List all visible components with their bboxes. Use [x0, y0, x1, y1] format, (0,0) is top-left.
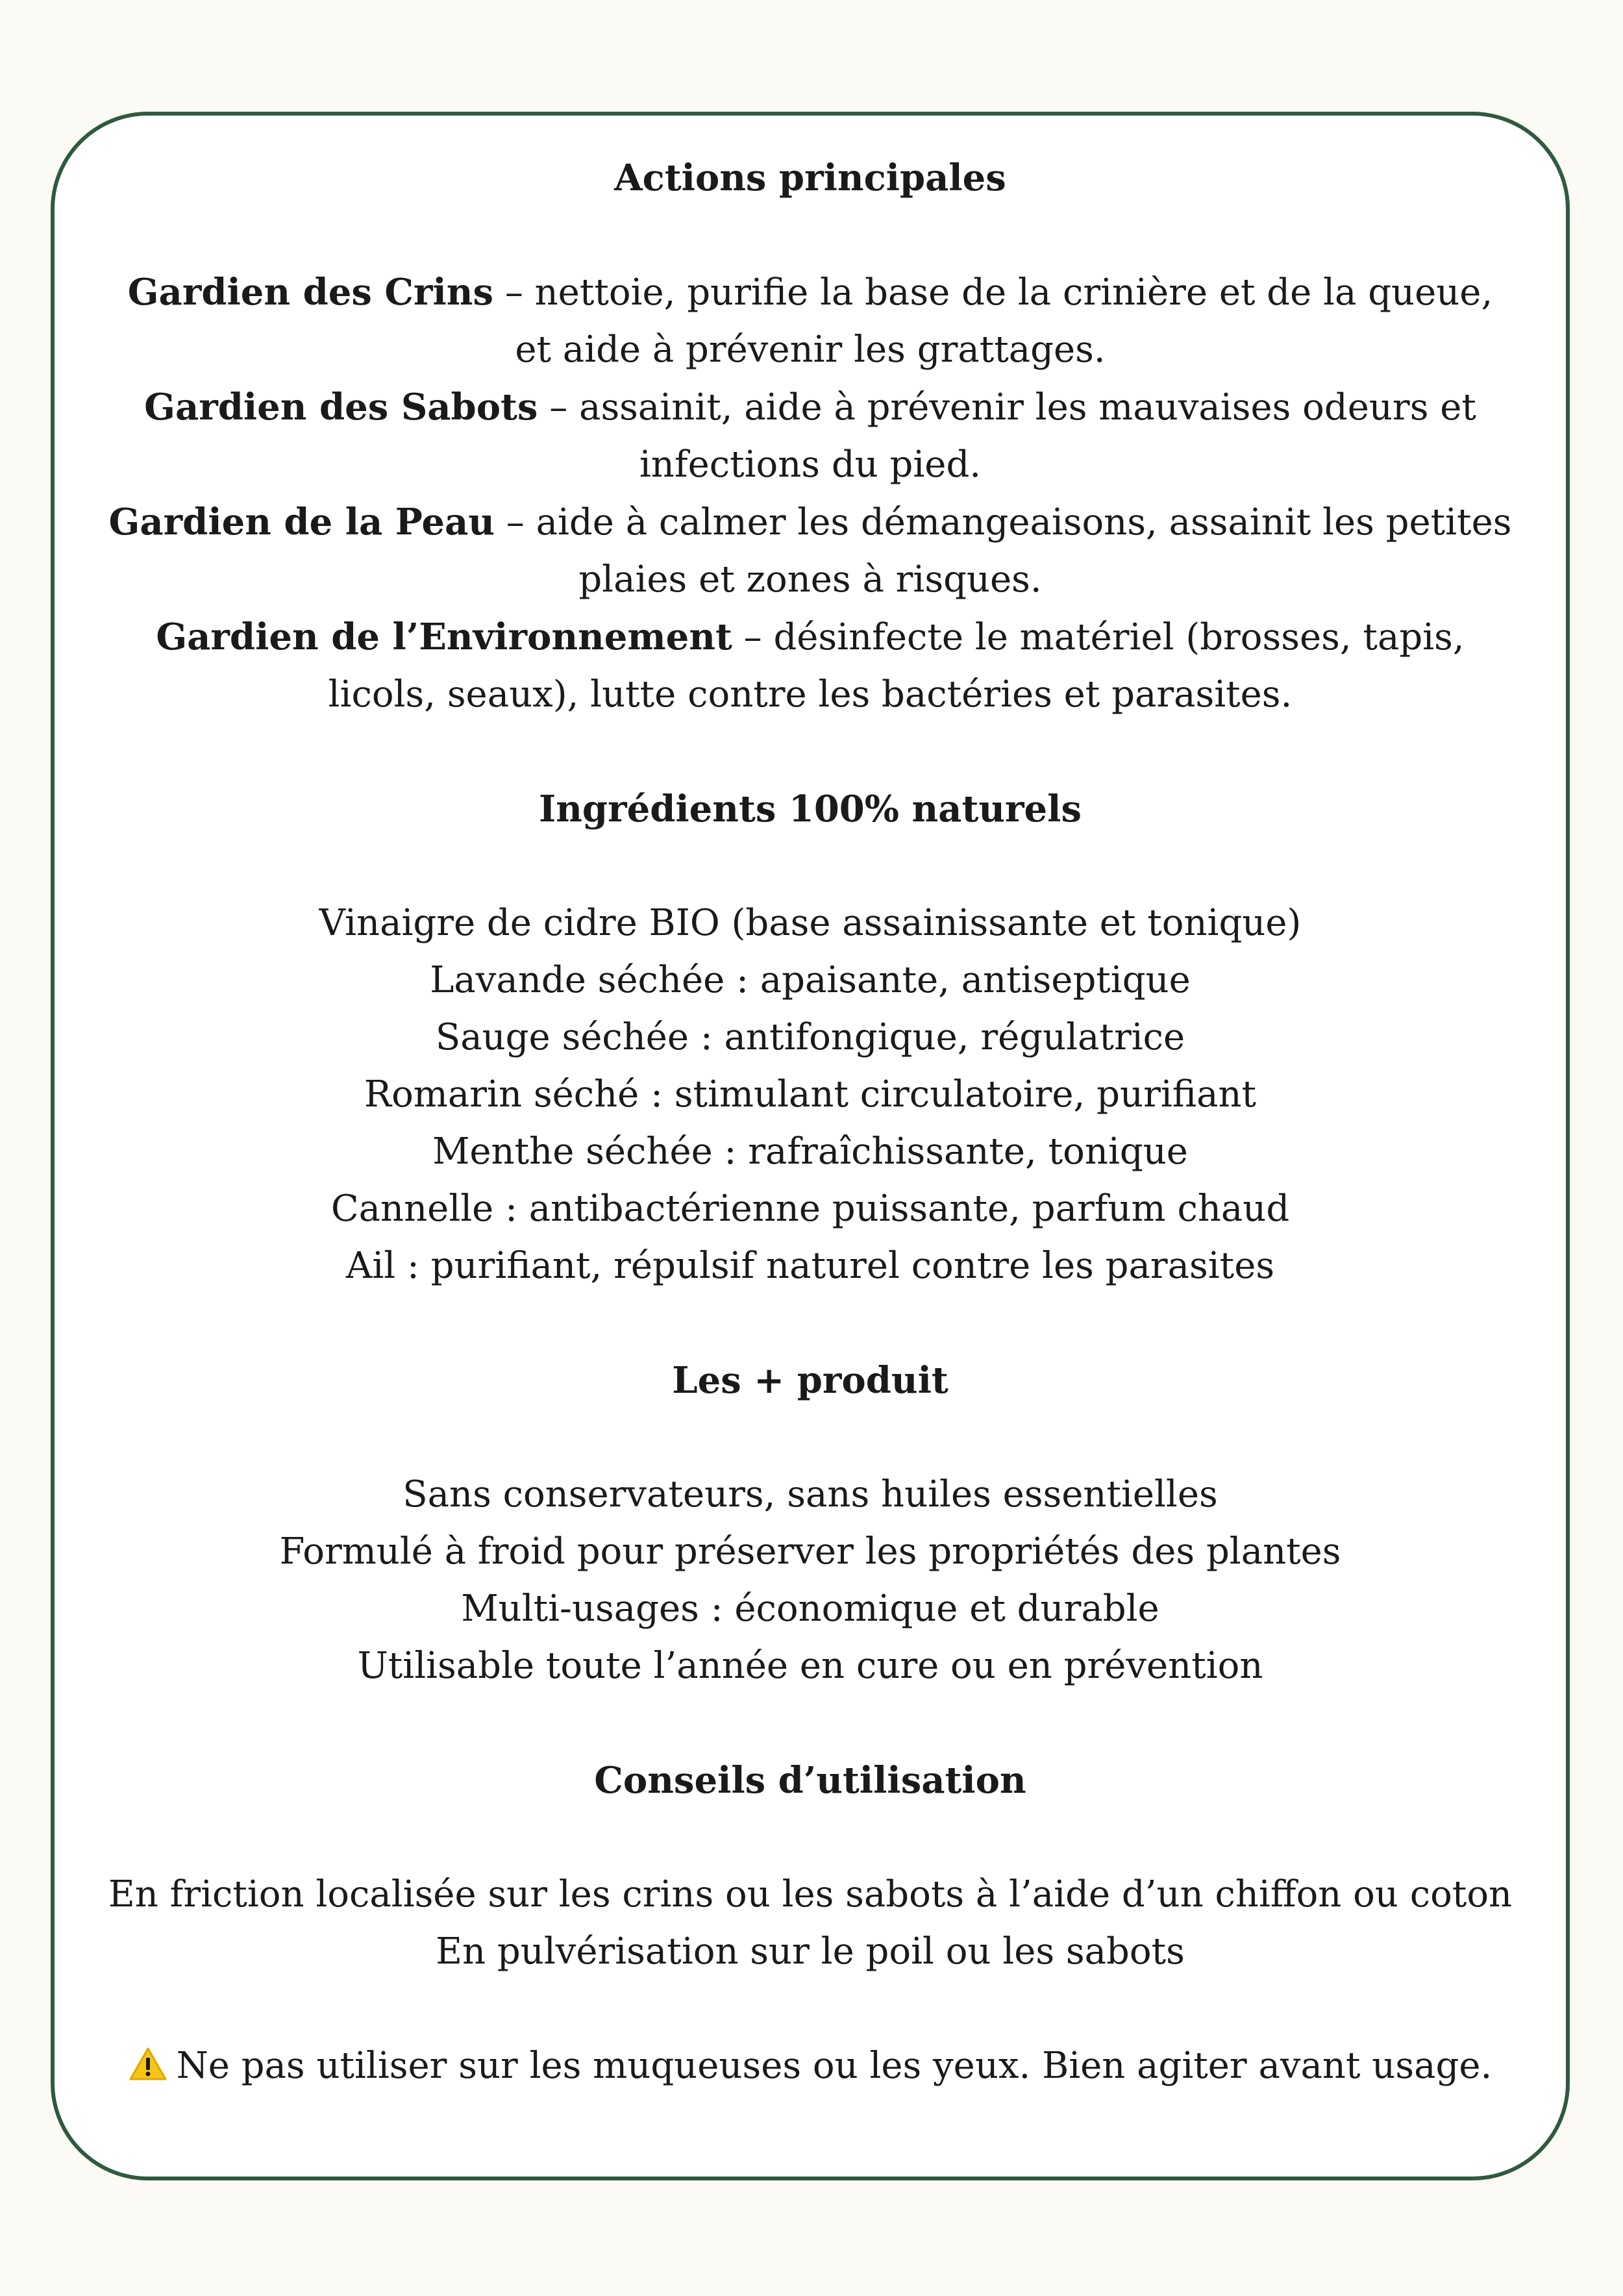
usage-item: En pulvérisation sur le poil ou les sabots	[436, 1930, 1185, 1973]
usage-heading: Conseils d’utilisation	[594, 1759, 1026, 1802]
ingredient-item: Menthe séchée : rafraîchissante, tonique	[432, 1130, 1188, 1173]
card-content	[106, 149, 1514, 2095]
action-item-environnement	[106, 608, 1514, 723]
plus-heading: Les + produit	[672, 1359, 948, 1402]
action-name: Gardien de la Peau	[108, 501, 495, 543]
ingredient-item: Ail : purifiant, répulsif naturel contre les parasites	[345, 1245, 1275, 1287]
ingredient-item: Vinaigre de cidre BIO (base assainissante et tonique)	[319, 902, 1302, 944]
warning-text: Ne pas utiliser sur les muqueuses ou les yeux. Bien agiter avant usage.	[176, 2045, 1493, 2087]
ingredients-heading: Ingrédients 100% naturels	[539, 788, 1082, 830]
plus-item: Sans conservateurs, sans huiles essentielles	[403, 1473, 1218, 1516]
product-info-card	[51, 112, 1570, 2180]
action-desc: – nettoie, purifie la base de la crinière et de la queue, et aide à prévenir les grattages.	[493, 271, 1493, 371]
action-desc: – assainit, aide à prévenir les mauvaises odeurs et infections du pied.	[538, 386, 1476, 486]
plus-item: Utilisable toute l’année en cure ou en prévention	[357, 1645, 1263, 1687]
action-item-crins	[106, 264, 1514, 379]
action-name: Gardien de l’Environnement	[156, 616, 732, 658]
plus-item: Formulé à froid pour préserver les propriétés des plantes	[279, 1530, 1341, 1573]
ingredient-item: Lavande séchée : apaisante, antiseptique	[430, 959, 1191, 1001]
ingredient-item: Romarin séché : stimulant circulatoire, purifiant	[364, 1073, 1257, 1116]
plus-item: Multi-usages : économique et durable	[461, 1588, 1159, 1630]
action-name: Gardien des Crins	[127, 271, 494, 314]
usage-item: En friction localisée sur les crins ou les sabots à l’aide d’un chiffon ou coton	[108, 1873, 1513, 1915]
action-desc: – aide à calmer les démangeaisons, assainit les petites plaies et zones à risques.	[495, 501, 1512, 601]
action-name: Gardien des Sabots	[144, 386, 538, 429]
ingredient-item: Cannelle : antibactérienne puissante, parfum chaud	[330, 1188, 1290, 1230]
action-desc: – désinfecte le matériel (brosses, tapis, licols, seaux), lutte contre les bactéries et parasites.	[328, 616, 1465, 716]
warning-icon	[129, 2047, 167, 2082]
warning-line	[106, 2038, 1514, 2095]
action-item-peau	[106, 493, 1514, 608]
actions-heading: Actions principales	[614, 156, 1006, 199]
ingredient-item: Sauge séchée : antifongique, régulatrice	[435, 1016, 1185, 1058]
action-item-sabots	[106, 379, 1514, 493]
